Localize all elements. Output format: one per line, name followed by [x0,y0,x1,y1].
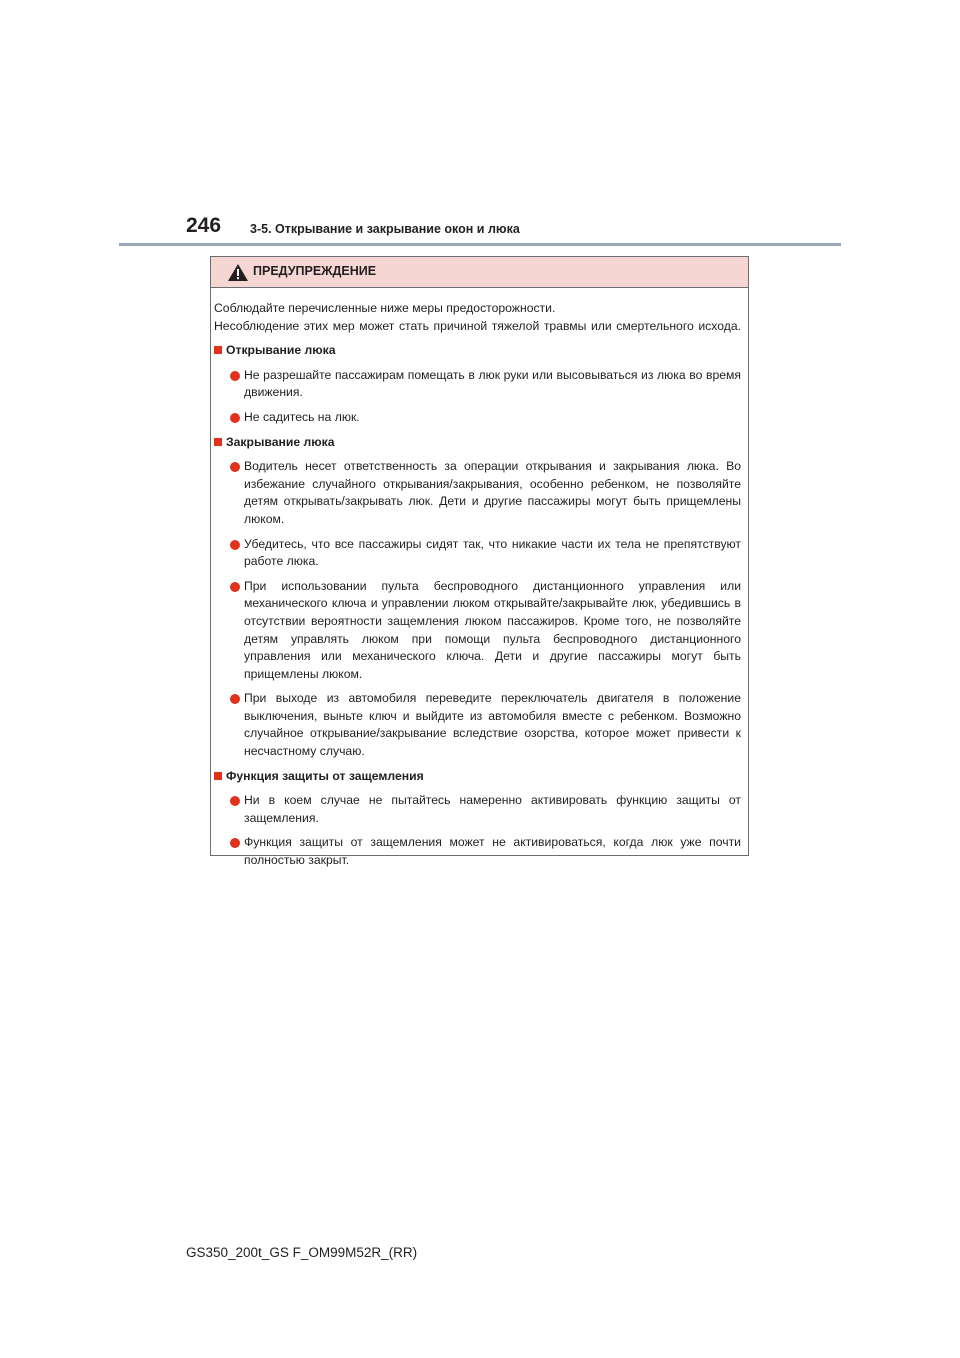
page-number: 246 [186,214,222,237]
intro-line: Соблюдайте перечисленные ниже меры предосторожности. [214,301,556,315]
list-item-text: Водитель несет ответственность за операции открывания и закрывания люка. Во избежание случайного открывания/закрывания, особенно ребенком, не позволяйте детям открывать/закрывать люк. Дети и другие пассажиры могут быть прищемлены люком. [244,459,741,526]
square-bullet-icon [214,438,222,446]
section-heading-text: Закрывание люка [226,434,335,449]
doc-code: GS350_200t_GS F_OM99M52R_(RR) [186,1245,418,1260]
circle-bullet-icon [230,582,240,592]
warning-section [214,768,741,870]
list-item-text: Не садитесь на люк. [244,409,360,424]
list-item-text: Ни в коем случае не пытайтесь намеренно активировать функцию защиты от защемления. [244,793,741,825]
section-heading [214,434,741,452]
list-item [214,367,741,402]
circle-bullet-icon [230,796,240,806]
intro-line: Несоблюдение этих мер может стать причиной тяжелой травмы или смертельного исхода. [214,318,741,333]
section-heading [214,342,741,360]
list-item-text: При использовании пульта беспроводного дистанционного управления или механического ключа и управлении люком открывайте/закрывайте люк, убедившись в отсутствии вероятности защемления люком пассажиров. Кроме того, не позволяйте детям управлять люком при помощи пульта беспроводного дистанционного управления или механического ключа. Дети и другие пассажиры могут быть прищемлены люком. [244,578,741,681]
warning-body [211,288,748,870]
list-item [214,690,741,760]
list-item-text: Убедитесь, что все пассажиры сидят так, что никакие части их тела не препятствуют работе люка. [244,536,741,569]
list-item-text: При выходе из автомобиля переведите переключатель двигателя в положение выключения, выньте ключ и выйдите из автомобиля вместе с ребенком. Возможно случайное открывание/закрывание вследствие озорства, которое может привести к несчастному случаю. [244,691,741,759]
circle-bullet-icon [230,462,240,472]
list-item [214,578,741,684]
warning-box [210,256,749,868]
circle-bullet-icon [230,838,240,848]
circle-bullet-icon [230,540,240,550]
warning-intro [214,300,741,335]
warning-title: ПРЕДУПРЕЖДЕНИЕ [253,264,377,278]
warning-triangle-icon [227,263,249,282]
square-bullet-icon [214,346,222,354]
circle-bullet-icon [230,413,240,423]
circle-bullet-icon [230,694,240,704]
square-bullet-icon [214,772,222,780]
list-item [214,792,741,827]
section-heading-text: Функция защиты от защемления [226,768,424,783]
list-item-text: Функция защиты от защемления может не активироваться, когда люк уже почти полностью закрыт. [244,835,741,868]
section-title: 3-5. Открывание и закрывание окон и люка [250,222,520,236]
header-divider [119,243,841,246]
warning-sections [214,342,741,869]
list-item [214,409,741,427]
section-heading-text: Открывание люка [226,343,336,358]
warning-header [211,257,748,288]
list-item-text: Не разрешайте пассажирам помещать в люк руки или высовываться из люка во время движения. [244,367,741,400]
circle-bullet-icon [230,371,240,381]
list-item [214,536,741,571]
warning-section [214,434,741,761]
list-item [214,458,741,528]
section-heading [214,768,741,786]
warning-section [214,342,741,426]
list-item [214,834,741,869]
